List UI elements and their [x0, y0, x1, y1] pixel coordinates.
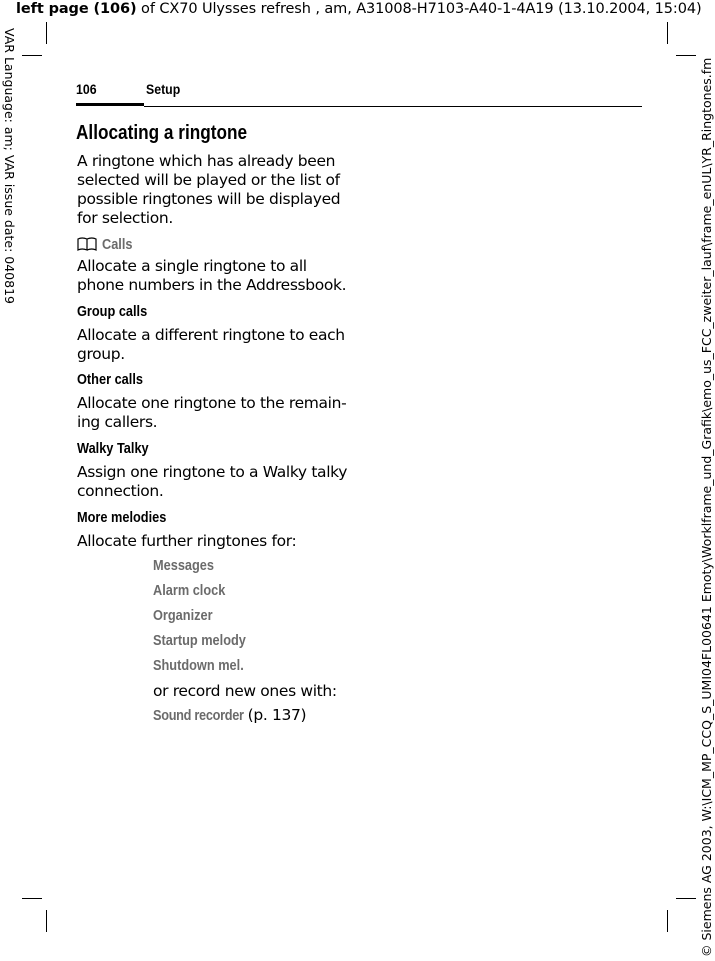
page-heading: Allocating a ringtone	[76, 122, 248, 144]
menu-item-alarm-clock: Alarm clock	[153, 583, 226, 599]
side-text-left	[0, 28, 18, 328]
crop-mark	[676, 898, 696, 899]
side-text-right	[697, 0, 715, 961]
sound-recorder-page-ref: (p. 137)	[247, 706, 307, 724]
book-icon	[77, 236, 97, 255]
calls-reference	[77, 234, 137, 255]
menu-item-startup-melody: Startup melody	[153, 633, 246, 649]
crop-mark	[667, 22, 668, 44]
group-calls-description: Allocate a different ringtone to each group.	[77, 326, 345, 363]
side-text-left-label: VAR Language: am; VAR issue date: 040819	[2, 28, 17, 304]
crop-mark	[22, 898, 42, 899]
page-number: 106	[76, 81, 97, 97]
crop-mark	[46, 910, 47, 932]
print-header-bold: left page (106)	[16, 1, 137, 17]
other-calls-description: Allocate one ringtone to the remain-ing callers.	[77, 394, 347, 431]
more-melodies-title: More melodies	[77, 510, 167, 526]
record-text: or record new ones with:	[153, 682, 337, 700]
header-rule-thick	[76, 103, 144, 106]
calls-label: Calls	[102, 237, 133, 253]
walky-talky-title: Walky Talky	[77, 441, 149, 457]
other-calls-title: Other calls	[77, 372, 143, 388]
menu-item-messages: Messages	[153, 558, 215, 574]
calls-description: Allocate a single ringtone to all phone numbers in the Addressbook.	[77, 257, 347, 294]
crop-mark	[22, 55, 42, 56]
intro-paragraph: A ringtone which has already been selected will be played or the list of possible ringtones will be displayed for selection.	[77, 152, 341, 227]
print-header-rest: of CX70 Ulysses refresh , am, A31008-H7103-A40-1-4A19 (13.10.2004, 15:04)	[136, 1, 702, 17]
group-calls-title: Group calls	[77, 304, 148, 320]
crop-mark	[667, 910, 668, 932]
more-melodies-description: Allocate further ringtones for:	[77, 532, 297, 550]
crop-mark	[46, 22, 47, 44]
walky-talky-description: Assign one ringtone to a Walky talky connection.	[77, 463, 348, 500]
header-rule-thin	[144, 106, 642, 107]
print-header	[16, 0, 715, 18]
crop-mark	[676, 55, 696, 56]
sound-recorder-reference	[153, 706, 306, 724]
sound-recorder-link[interactable]: Sound recorder	[153, 708, 244, 724]
menu-item-shutdown-melody: Shutdown mel.	[153, 658, 244, 674]
menu-item-organizer: Organizer	[153, 608, 213, 624]
side-text-right-label: © Siemens AG 2003, W:\ICM_MP_CCQ_S_UMI04FL00641 Emoty\Worklframe_und_Grafik\emo_us_FCC_zweiter_lauf\frame_enUL\YR_Ringtones.fm	[699, 57, 714, 957]
section-title: Setup	[146, 81, 181, 97]
